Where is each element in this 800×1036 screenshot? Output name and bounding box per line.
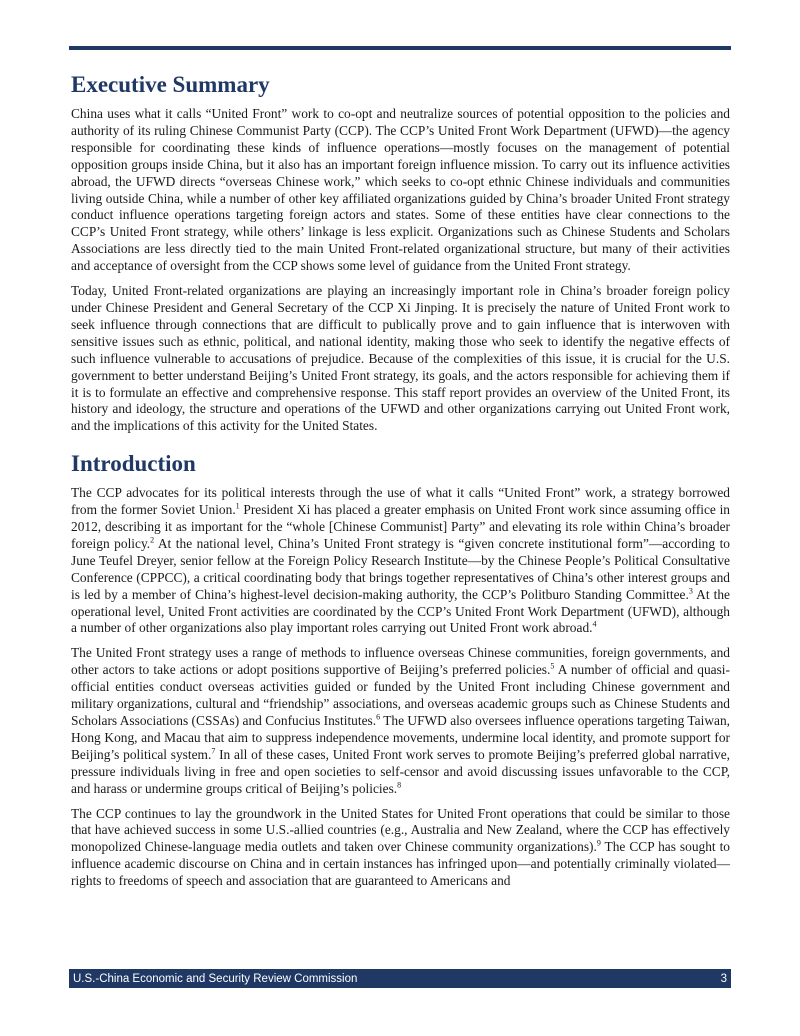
page-number: 3: [720, 972, 727, 985]
top-rule: [69, 46, 731, 50]
footer-org-name: U.S.-China Economic and Security Review Commission: [73, 972, 358, 985]
footnote-ref[interactable]: 5: [550, 661, 555, 671]
paragraph: The CCP continues to lay the groundwork in the United States for United Front operations that could be similar to those that have achieved success in some U.S.-allied countries (e.g., Australia and New Zealand, where the CCP has effectively monopolized Chinese-language media outlets and taken over Chinese community organizations).$^9$ The CCP has sought to influence academic discourse on China and in certain instances has infringed upon—and potentially criminally violated—rights to freedoms of speech and association that are guaranteed to Americans and: [71, 805, 730, 889]
footnote-ref[interactable]: 4: [592, 620, 597, 629]
paragraph: The United Front strategy uses a range of methods to influence overseas Chinese communities, foreign governments, and other actors to take actions or adopt positions supportive of Beijing’s preferred policies.$^5$ A number of official and quasi-official entities conduct overseas activities guided or funded by the United Front including Chinese government and military organizations, cultural and “friendship” associations, and overseas academic groups such as Chinese Students and Scholars Associations (CSSAs) and Confucius Institutes.$^6$ The UFWD also oversees influence operations targeting Taiwan, Hong Kong, and Macau that aim to suppress independence movements, undermine local identity, and promote support for Beijing’s political system.$^7$ In all of these cases, United Front work serves to promote Beijing’s preferred global narrative, pressure individuals living in free and open societies to self-censor and avoid discussing issues unfavorable to the CCP, and harass or undermine groups critical of Beijing’s policies.$^8$: [71, 645, 730, 796]
section-heading-introduction: Introduction: [71, 451, 196, 477]
page-content: [71, 70, 730, 898]
page-footer: [69, 969, 731, 988]
footnote-ref[interactable]: 2: [150, 535, 155, 545]
footnote-ref[interactable]: 6: [376, 712, 381, 722]
footnote-ref[interactable]: 9: [596, 838, 601, 848]
footnote-ref[interactable]: 8: [397, 780, 402, 790]
footnote-ref[interactable]: 1: [235, 501, 240, 511]
paragraph: The CCP advocates for its political interests through the use of what it calls “United Front” work, a strategy borrowed from the former Soviet Union.$^1$ President Xi has placed a greater emphasis on United Front work since assuming office in 2012, describing it as important for the “whole [Chinese Communist] Party” and elevating its role within China’s broader foreign policy.$^2$ At the national level, China’s United Front strategy is “given concrete institutional form”—according to June Teufel Dreyer, senior fellow at the Foreign Policy Research Institute—by the Chinese People’s Political Consultative Conference (CPPCC), a critical coordinating body that brings together representatives of China’s other interest groups and is led by a member of China’s highest-level decision-making authority, the CCP’s Politburo Standing Committee.$^3$ At the operational level, United Front activities are coordinated by the CCP’s United Front Work Department (UFWD), although a number of other organizations also play important roles carrying out United Front work abroad.$^4$: [71, 485, 730, 636]
section-heading-executive-summary: Executive Summary: [71, 72, 270, 97]
footnote-ref[interactable]: 3: [688, 586, 693, 596]
paragraph: China uses what it calls “United Front” work to co-opt and neutralize sources of potential opposition to the policies and authority of its ruling Chinese Communist Party (CCP). The CCP’s United Front Work Department (UFWD)—the agency responsible for coordinating these kinds of influence operations—mostly focuses on the management of potential opposition groups inside China, but it also has an important foreign influence mission. To carry out its influence activities abroad, the UFWD directs “overseas Chinese work,” which seeks to co-opt ethnic Chinese individuals and communities living outside China, while a number of other key affiliated organizations guided by China’s broader United Front strategy conduct influence operations targeting foreign actors and states. Some of these entities have clear connections to the CCP’s United Front strategy, while others’ linkage is less explicit. Organizations such as Chinese Students and Scholars Associations are less directly tied to the main United Front-related organizational structure, but many of their activities and acceptance of oversight from the CCP shows some level of guidance from the United Front strategy.: [71, 106, 730, 274]
footnote-ref[interactable]: 7: [211, 746, 216, 756]
paragraph: Today, United Front-related organizations are playing an increasingly important role in China’s broader foreign policy under Chinese President and General Secretary of the CCP Xi Jinping. It is precisely the nature of United Front work to seek influence through connections that are difficult to publically prove and to gain influence that is interwoven with sensitive issues such as ethnic, political, and national identity, making those who seek to identify the negative effects of such influence vulnerable to accusations of prejudice. Because of the complexities of this issue, it is crucial for the U.S. government to better understand Beijing’s United Front strategy, its goals, and the actors responsible for achieving them if it is to formulate an effective and comprehensive response. This staff report provides an overview of the United Front, its history and ideology, the structure and operations of the UFWD and other organizations carrying out United Front work, and the implications of this activity for the United States.: [71, 283, 730, 434]
